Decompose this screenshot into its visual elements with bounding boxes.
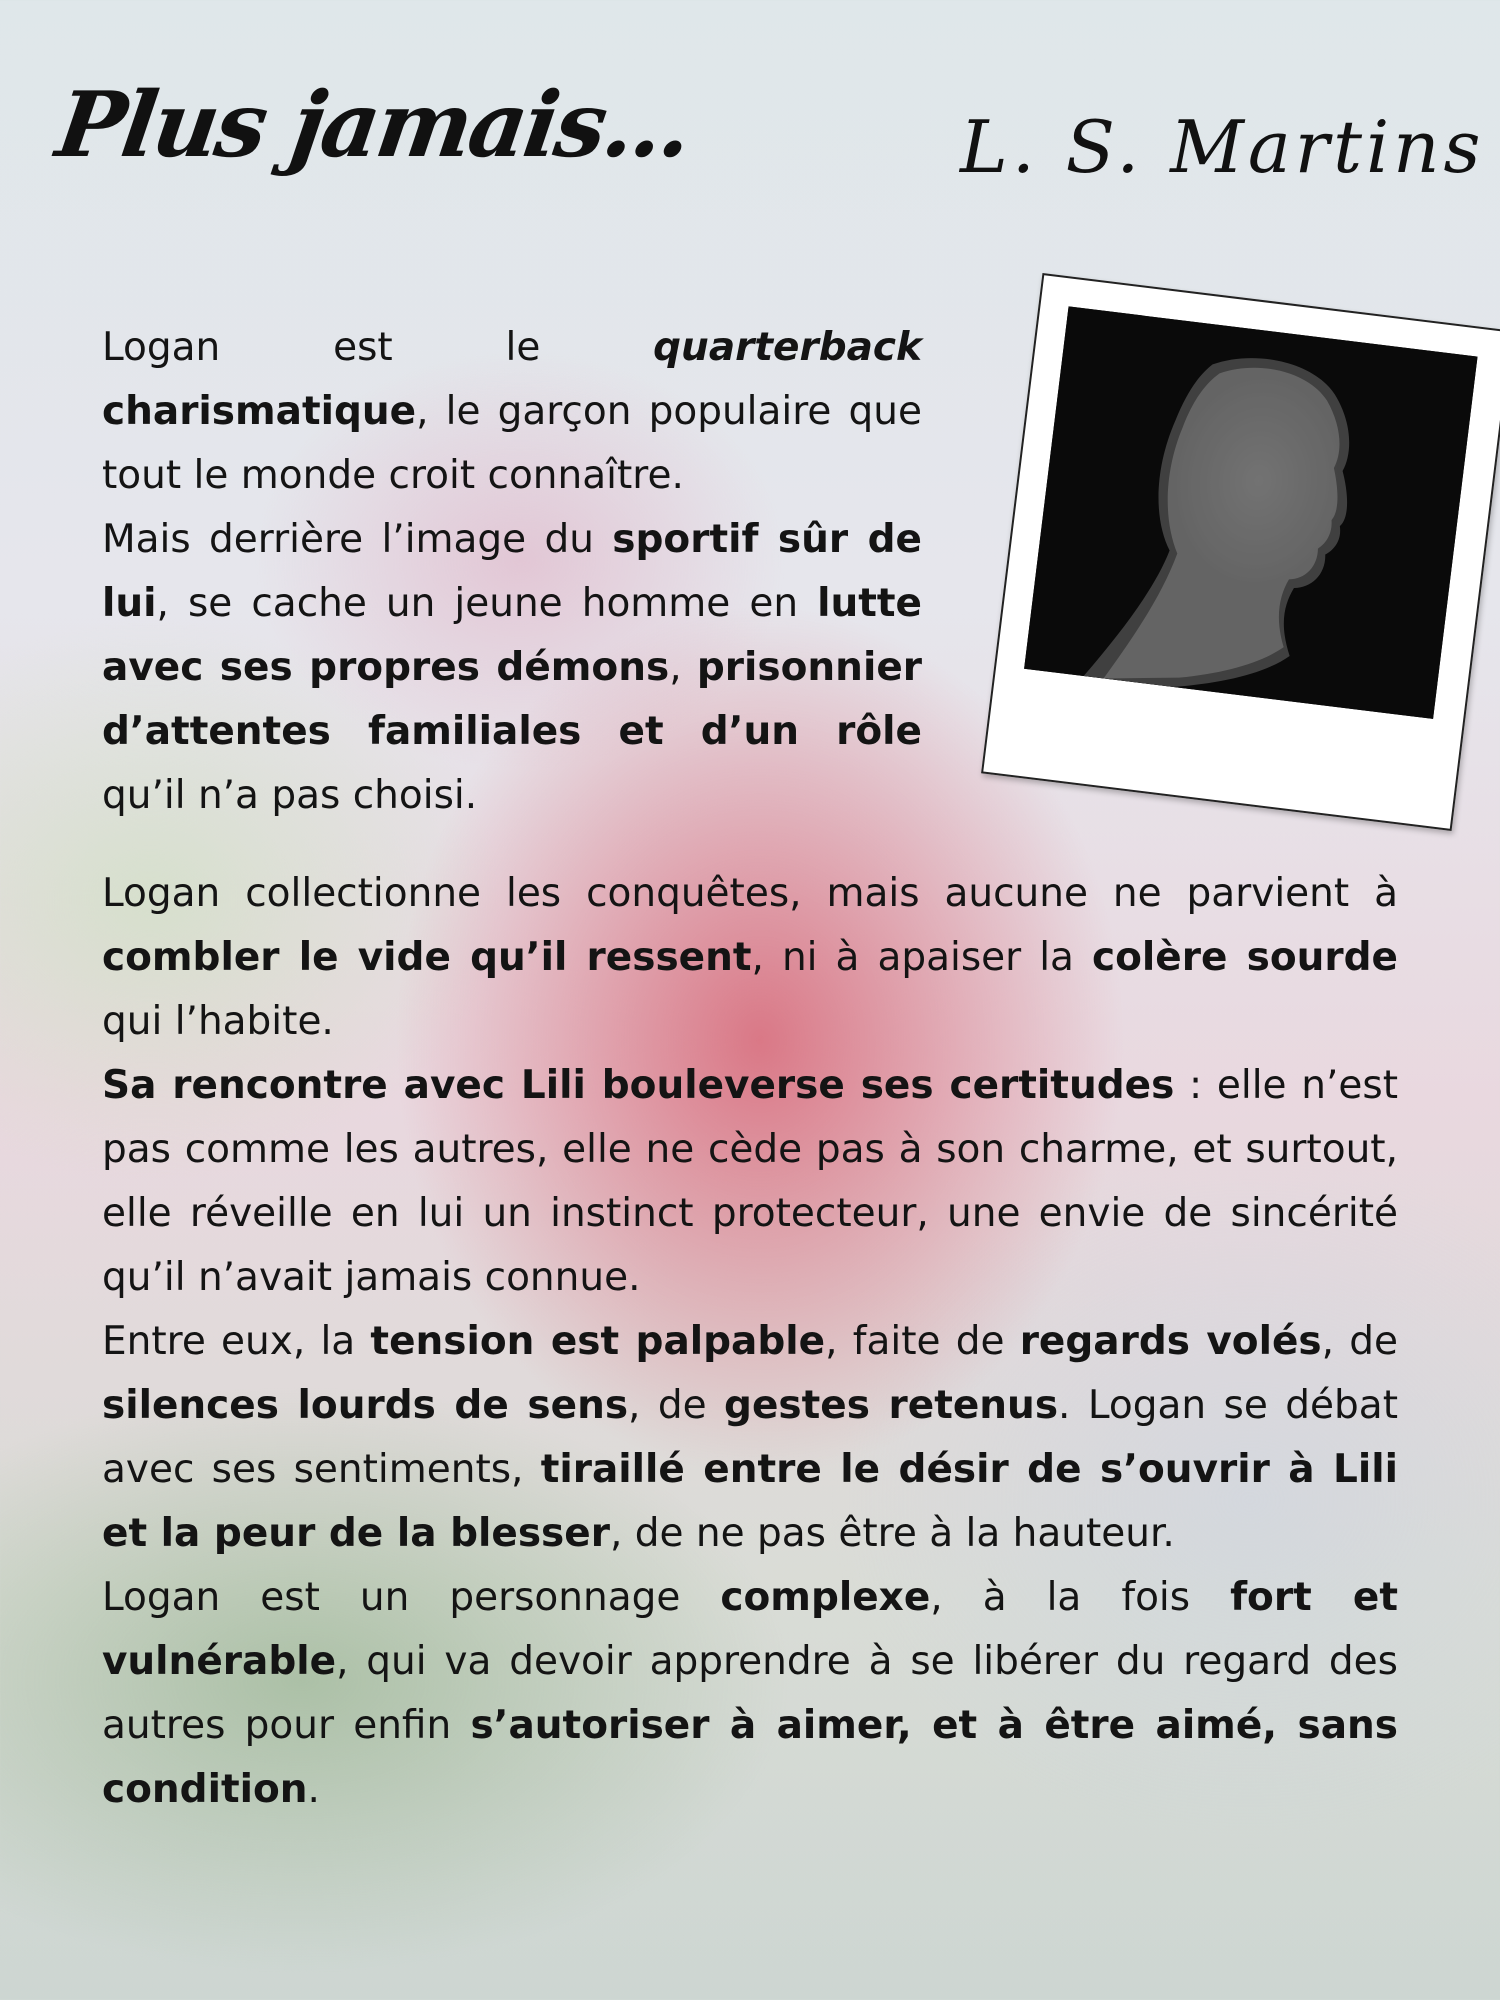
- text-run: , se cache un jeune homme en: [156, 581, 818, 626]
- text-run: qu’il n’a pas choisi.: [102, 773, 478, 818]
- text-run: , à la fois: [930, 1575, 1231, 1620]
- bold-phrase: combler le vide qu’il ressent: [102, 935, 752, 980]
- text-run: , le garçon populaire que tout le monde croit connaître.: [102, 389, 922, 498]
- bold-phrase: colère sourde: [1091, 935, 1398, 980]
- bold-phrase: quarterback: [653, 325, 922, 370]
- paragraph: [102, 1566, 1398, 1822]
- paragraph: [102, 1310, 1398, 1566]
- bold-phrase: prisonnier d’attentes familiales et d’un rôle: [102, 645, 922, 754]
- bold-phrase: tension est palpable: [370, 1319, 826, 1364]
- main-paragraphs: [102, 862, 1398, 1822]
- bold-phrase: fort et vulnérable: [102, 1575, 1399, 1684]
- man-profile-silhouette: [1024, 306, 1477, 718]
- book-title: Plus jamais...: [50, 72, 697, 178]
- bold-phrase: Sa rencontre avec Lili bouleverse ses certitudes: [102, 1063, 1175, 1108]
- bold-phrase: s’autoriser à aimer, et à être aimé, sans condition: [102, 1703, 1398, 1812]
- bold-phrase: charismatique: [102, 389, 417, 434]
- text-run: , ni à apaiser la: [751, 935, 1092, 980]
- bold-phrase: sportif sûr de lui: [102, 517, 923, 626]
- paragraph: [102, 1054, 1398, 1310]
- bold-phrase: complexe: [720, 1575, 931, 1620]
- paragraph: [102, 862, 1398, 1054]
- intro-paragraphs: [102, 316, 922, 828]
- text-run: Mais derrière l’image du: [102, 517, 613, 562]
- text-run: Logan est le: [102, 325, 654, 370]
- text-run: .: [307, 1767, 320, 1812]
- text-run: , de: [628, 1383, 725, 1428]
- bold-phrase: gestes retenus: [724, 1383, 1059, 1428]
- paragraph: [102, 316, 922, 508]
- text-run: , qui va devoir apprendre à se libérer du regard des autres pour enfin: [102, 1639, 1398, 1748]
- bold-phrase: lutte avec ses propres démons: [102, 581, 922, 690]
- paragraph: [102, 508, 922, 828]
- text-run: , de: [1321, 1319, 1398, 1364]
- text-run: . Logan se débat avec ses sentiments,: [102, 1383, 1398, 1492]
- author-signature: L. S. Martins: [960, 105, 1485, 189]
- portrait-photo: [1024, 306, 1477, 718]
- bold-phrase: regards volés: [1019, 1319, 1322, 1364]
- polaroid-photo-frame: [981, 273, 1500, 831]
- text-run: Logan est un personnage: [102, 1575, 721, 1620]
- text-run: Entre eux, la: [102, 1319, 371, 1364]
- bold-phrase: tiraillé entre le désir de s’ouvrir à Lili et la peur de la blesser: [102, 1447, 1398, 1556]
- text-run: Logan collectionne les conquêtes, mais aucune ne parvient à: [102, 871, 1398, 916]
- text-run: ,: [669, 645, 697, 690]
- text-run: : elle n’est pas comme les autres, elle ne cède pas à son charme, et surtout, elle réveille en lui un instinct protecteur, une envie de sincérité qu’il n’avait jamais connue.: [102, 1063, 1398, 1300]
- text-run: qui l’habite.: [102, 999, 334, 1044]
- text-run: , faite de: [825, 1319, 1020, 1364]
- text-run: , de ne pas être à la hauteur.: [609, 1511, 1175, 1556]
- bold-phrase: silences lourds de sens: [102, 1383, 629, 1428]
